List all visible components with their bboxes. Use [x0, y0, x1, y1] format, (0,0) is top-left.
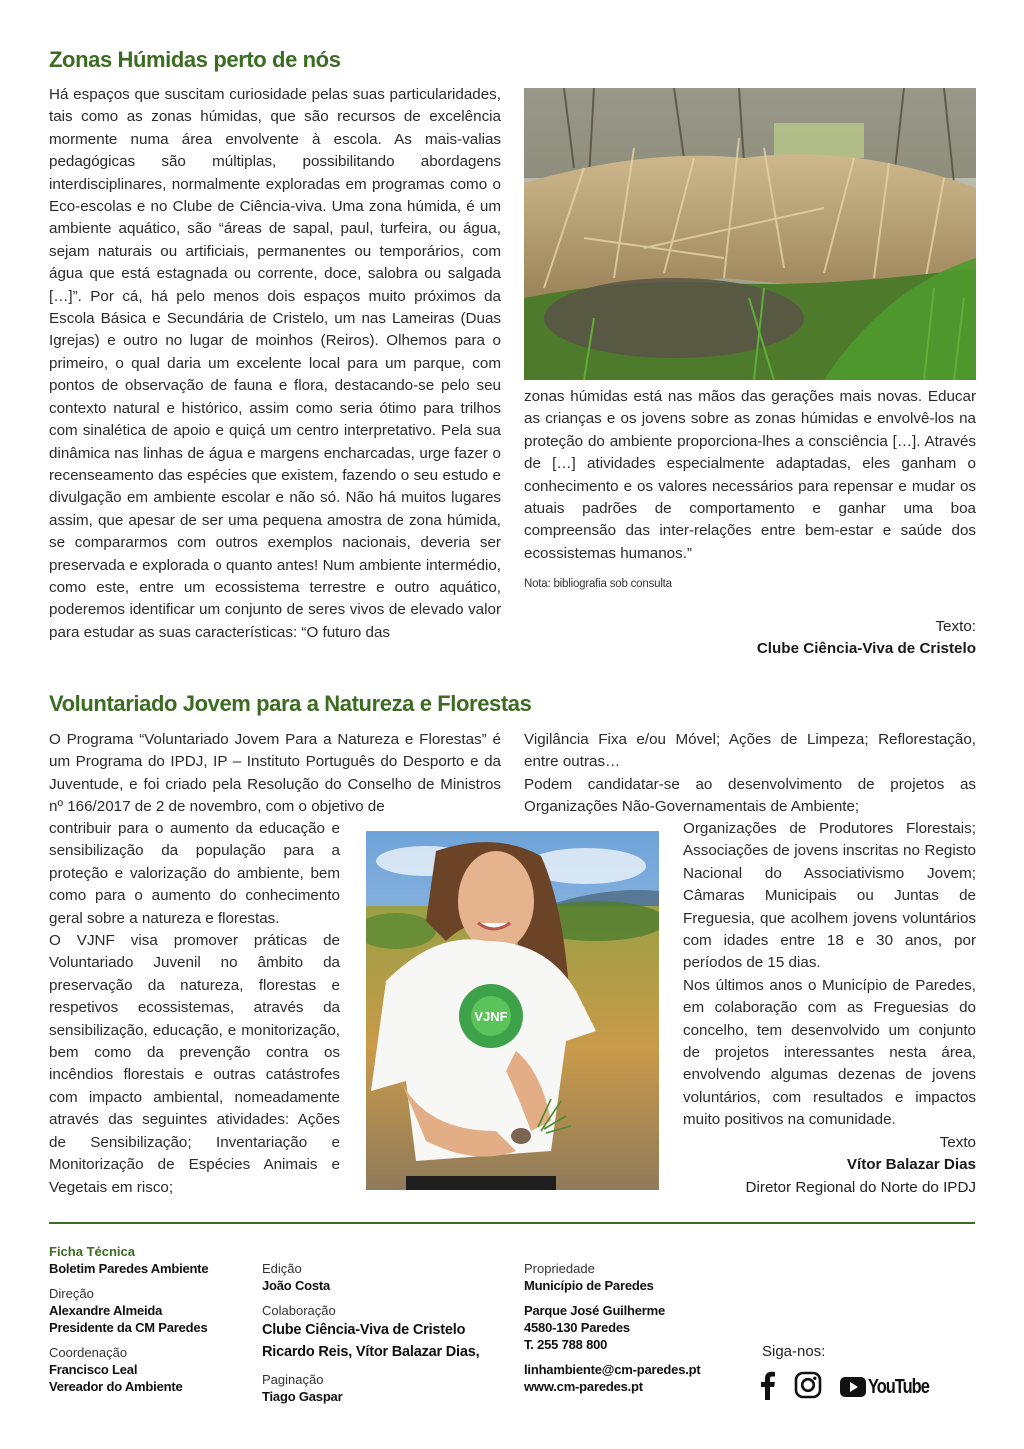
- follow-us-label: Siga-nos:: [762, 1343, 826, 1360]
- article2-paragraph: contribuir para o aumento da educação e sensibilização da população para a proteção e valorização do ambiente, bem como para o aumento do conhecimento geral sobre a natureza e florestas.: [49, 820, 340, 927]
- article1-column-left: [49, 84, 501, 644]
- paginacao-name: Tiago Gaspar: [262, 1389, 343, 1404]
- phone-number: T. 255 788 800: [524, 1337, 608, 1352]
- facebook-icon[interactable]: [758, 1370, 776, 1405]
- colaboracao-line2: Ricardo Reis, Vítor Balazar Dias,: [262, 1344, 480, 1360]
- article1-credit: [600, 616, 976, 660]
- edicao-label: Edição: [262, 1261, 302, 1276]
- footer-column-credits: [49, 1243, 249, 1403]
- coordenacao-label: Coordenação: [49, 1345, 128, 1360]
- publication-name: Boletim Paredes Ambiente: [49, 1261, 209, 1276]
- credit-role: Diretor Regional do Norte do IPDJ: [745, 1178, 976, 1196]
- propriedade-label: Propriedade: [524, 1261, 595, 1276]
- credit-label: Texto: [939, 1134, 976, 1151]
- article2-candidates-start: Podem candidatar-se ao desenvolvimento de projetos as Organizações Não-Governamentais de Ambiente;: [524, 775, 976, 816]
- colaboracao-line1: Clube Ciência-Viva de Cristelo: [262, 1322, 466, 1338]
- footer-divider: [49, 1222, 975, 1224]
- edicao-name: João Costa: [262, 1278, 331, 1293]
- credit-label: Texto:: [935, 618, 976, 635]
- bibliography-note: Nota: bibliografia sob consulta: [524, 578, 672, 590]
- article-title-volunteering: Voluntariado Jovem para a Natureza e Florestas: [49, 691, 532, 716]
- footer-column-editorial: [262, 1260, 512, 1413]
- article2-paragraph: O VJNF visa promover práticas de Voluntariado Juvenil no âmbito da preservação da natureza, florestas e respetivos ecossistemas, através da sensibilização, educação, e monitorização, bem como da prevenção contra os incêndios florestais e outras catástrofes com impacto ambiental, nomeadamente através das seguintes atividades: Ações de Sensibilização; Inventariação e Monitorização de Espécies Animais e Vegetais em risco;: [49, 932, 340, 1196]
- wetland-photo: [524, 88, 976, 380]
- coordenacao-role: Vereador do Ambiente: [49, 1379, 183, 1394]
- article2-intro-paragraph: O Programa “Voluntariado Jovem Para a Natureza e Florestas” é um Programa do IPDJ, IP – Instituto Português do Desporto e da Juventude, e foi criado pela Resolução do Conselho de Ministros nº 166/2017 de 2 de novembro, com o objetivo de: [49, 731, 501, 816]
- article1-paragraph: Há espaços que suscitam curiosidade pelas suas particularidades, tais como as zonas húmidas, que são recursos de excelência mormente numa área envolvente à escola. As mais-valias pedagógicas são múltiplas, possibilitando abordagens interdisciplinares, normalmente exploradas em programas como o Eco-escolas e no Clube de Ciência-viva. Uma zona húmida, é um ambiente aquático, são “áreas de sapal, paul, turfeira, ou água, sejam naturais ou artificiais, permanentes ou temporários, com água que está estagnada ou corrente, doce, salobra ou salgada […]”. Por cá, há pelo menos dois espaços muito próximos da Escola Básica e Secundária de Cristelo, um nas Lameiras (Duas Igrejas) e outro no lugar de moinhos (Reiros). Olhemos para o primeiro, o qual daria um excelente local para um parque, com pontos de observação de fauna e flora, destacando-se pelo seu contexto natural e histórico, assim como seria ótimo para trilhos com sinalética de apoio e quiçá um centro interpretativo. Pela sua dinâmica nas linhas de água e margens encharcadas, urge fazer o recenseamento das espécies que existem, fazendo o seu estudo e divulgação em ambiente escolar e não só. Não há muitos lugares assim, que apesar de ser uma pequena amostra de zona húmida, se compararmos com outros exemplos nacionais, deveria ser preservada e explorada o quanto antes! Num ambiente intermédio, como este, entre um ecossistema terrestre e outro aquático, poderemos identificar um conjunto de seres vivos de elevado valor para estudar as suas características: “O futuro das: [49, 86, 501, 641]
- youtube-label: YouTube: [868, 1375, 929, 1398]
- website-link[interactable]: www.cm-paredes.pt: [524, 1379, 643, 1394]
- direcao-label: Direção: [49, 1286, 94, 1301]
- article2-paredes-paragraph: Nos últimos anos o Município de Paredes, em colaboração com as Freguesias do concelho, tem desenvolvido um conjunto de projetos interessantes nesta área, envolvendo algumas dezenas de jovens voluntários, com resultados e impactos muito positivos na comunidade.: [683, 976, 976, 1129]
- footer-column-contacts: [524, 1260, 744, 1403]
- direcao-role: Presidente da CM Paredes: [49, 1320, 208, 1335]
- article2-column-left: [49, 818, 340, 1199]
- address-line1: Parque José Guilherme: [524, 1303, 666, 1318]
- ficha-tecnica-title: Ficha Técnica: [49, 1244, 135, 1259]
- social-links: [758, 1371, 942, 1403]
- credit-author: Clube Ciência-Viva de Cristelo: [756, 640, 976, 657]
- paginacao-label: Paginação: [262, 1372, 324, 1387]
- wetland-image: [524, 88, 976, 380]
- email-link[interactable]: linhambiente@cm-paredes.pt: [524, 1362, 701, 1377]
- direcao-name: Alexandre Almeida: [49, 1303, 163, 1318]
- coordenacao-name: Francisco Leal: [49, 1362, 138, 1377]
- tshirt-logo-text: VJNF: [474, 1009, 508, 1024]
- article2-column-right: [683, 818, 976, 1132]
- propriedade-name: Município de Paredes: [524, 1278, 654, 1293]
- article1-column-right: [524, 386, 976, 565]
- article-title-wetlands: Zonas Húmidas perto de nós: [49, 47, 341, 72]
- address-line2: 4580-130 Paredes: [524, 1320, 630, 1335]
- credit-author: Vítor Balazar Dias: [846, 1156, 976, 1174]
- article2-candidates-rest: Organizações de Produtores Florestais; Associações de jovens inscritas no Registo Nacional do Associativismo Jovem; Câmaras Municipais ou Juntas de Freguesia, que acolhem jovens voluntários com idades entre 18 e 30 anos, por períodos de 15 dias.: [683, 820, 976, 972]
- article2-activities: Vigilância Fixa e/ou Móvel; Ações de Limpeza; Reflorestação, entre outras…: [524, 731, 976, 771]
- article2-column-right-top: [524, 729, 976, 819]
- article2-credit: [600, 1132, 976, 1199]
- article1-paragraph-continued: zonas húmidas está nas mãos das gerações mais novas. Educar as crianças e os jovens sobre as zonas húmidas e envolvê-los na proteção do ambiente proporciona-lhes a consciência […]. Através de […] atividades especialmente adaptadas, eles ganham o conhecimento e os valores necessários para repensar e mudar os atuais padrões de comportamento e ganhar uma boa compreensão das inter-relações entre bem-estar e saúde dos ecossistemas humanos.”: [524, 388, 976, 562]
- colaboracao-label: Colaboração: [262, 1303, 336, 1318]
- youtube-icon[interactable]: [840, 1376, 942, 1399]
- article2-intro: [49, 729, 501, 819]
- instagram-icon[interactable]: [794, 1371, 822, 1404]
